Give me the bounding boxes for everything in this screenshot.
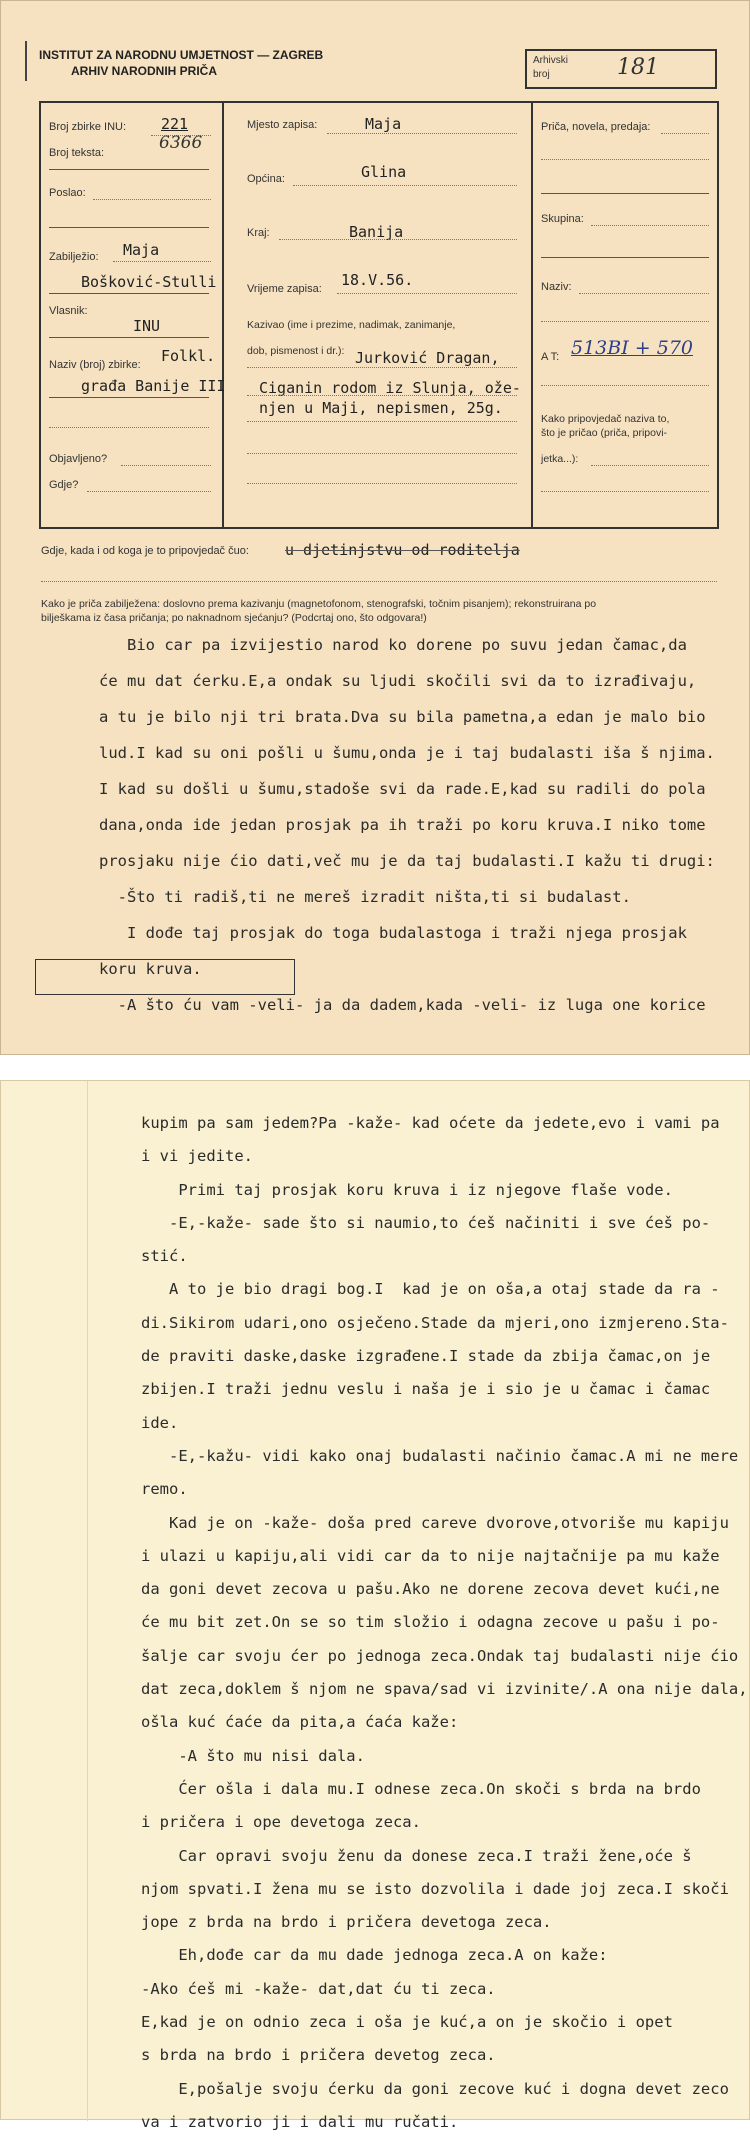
gdje-line: [87, 491, 211, 492]
text-line: jope z brda na brdo i pričera devetoga zeca.: [141, 1913, 552, 1932]
naziv-line-2: [541, 321, 709, 322]
text-line: I kad su došli u šumu,stadoše svi da rade.E,kad su radili do pola: [71, 780, 706, 798]
zabiljezio-label: Zabilježio:: [49, 251, 99, 263]
gdje-kada-line: [41, 581, 717, 582]
kazivao-value-3: njen u Maji, nepismen, 25g.: [259, 399, 503, 417]
text-line: ošla kuć ćaće da pita,a ćaća kaže:: [141, 1713, 459, 1732]
mjesto-label: Mjesto zapisa:: [247, 119, 318, 131]
text-line: A to je bio dragi bog.I kad je on ošа,a otaj stade da ra -: [141, 1280, 720, 1299]
vrijeme-line: [337, 293, 517, 294]
text-line: zbijen.I traži jednu veslu i naša je i sio je u čamac i čamac: [141, 1380, 711, 1399]
text-line: dana,onda ide jedan prosjak pa ih traži po koru kruva.I niko tome: [71, 816, 706, 834]
mjesto-line: [327, 133, 517, 134]
text-line: Ćer ošla i dala mu.I odnese zeca.On skoči s brda na brdo: [141, 1779, 701, 1798]
left-rule-3: [49, 293, 209, 294]
kazivao-label-1: Kazivao (ime i prezime, nadimak, zanimanje,: [247, 319, 456, 331]
archive-label-2: broj: [533, 69, 550, 80]
text-line: da goni devet zecova u pašu.Ako ne dorene zecova devet kući,ne: [141, 1580, 720, 1599]
naziv-label: Naziv:: [541, 281, 572, 293]
text-line: s brda na brdo i pričera devetog zeca.: [141, 2046, 496, 2065]
text-line: Kad je on -kaže- doša pred careve dvorove,otvoriše mu kapiju: [141, 1513, 729, 1532]
at-label: A T:: [541, 351, 560, 363]
text-line: i vi jedite.: [141, 1147, 253, 1166]
kazivao-line-2: [247, 395, 517, 396]
kako-zabiljezena-line-1: Kako je priča zabilježena: doslovno prema kazivanju (magnetofonom, stenografski, točnim pisanjem); rekonstruirana po: [41, 598, 597, 610]
text-line: Eh,dođe car da mu dade jednoga zeca.A on kaže:: [141, 1946, 608, 1965]
text-line: va i zatvorio ji i dali mu ručati.: [141, 2112, 459, 2131]
kraj-line: [279, 239, 517, 240]
zabiljezio-value-2: Bošković-Stulli: [81, 273, 217, 291]
archive-label-1: Arhivski: [533, 55, 569, 66]
text-line: njom spvati.I žena mu se isto dozvolila i dade joj zeca.I skoči: [141, 1879, 729, 1898]
prica-line: [661, 133, 709, 134]
skupina-line: [591, 225, 709, 226]
kako-line: [591, 465, 709, 466]
naziv-line: [579, 293, 709, 294]
objavljeno-label: Objavljeno?: [49, 453, 108, 465]
zabiljezio-line: [113, 261, 211, 262]
left-rule-1: [49, 169, 209, 170]
inu-label: Broj zbirke INU:: [49, 121, 127, 133]
text-line: Car opravi svoju ženu da donese zeca.I traži žene,oće š: [141, 1846, 692, 1865]
text-line: Bio car pa izvijestio narod ko dorene po suvu jedan čamac,da: [71, 636, 687, 654]
kraj-label: Kraj:: [247, 227, 270, 239]
prica-line-2: [541, 159, 709, 160]
text-line: šalje car svoju ćer po jednoga zeca.Ondak taj budalasti nije ćio: [141, 1646, 739, 1665]
text-line: ide.: [141, 1413, 179, 1432]
text-label: Broj teksta:: [49, 147, 105, 159]
naziv-zbirke-value-1: Folkl.: [161, 347, 216, 365]
text-line: će mu bit zet.On se so tim složio i odagna zecove u pašu i po-: [141, 1613, 720, 1632]
text-line: -Ako ćeš mi -kaže- dat,dat ću ti zeca.: [141, 1979, 496, 1998]
archive-number: 181: [617, 55, 659, 80]
text-line: E,kad je on odnio zeca i oša je kuć,a on je skočio i opet: [141, 2013, 673, 2032]
text-line: di.Sikirom udari,ono osječeno.Stade da mjeri,ono izmjereno.Sta-: [141, 1313, 729, 1332]
text-line: I dođe taj prosjak do toga budalastoga i traži njega prosjak: [71, 924, 687, 942]
opcina-line: [293, 185, 517, 186]
skupina-label: Skupina:: [541, 213, 584, 225]
margin-mark: [25, 41, 29, 81]
grid-divider-1: [222, 101, 224, 529]
kako-label-2: što je pričao (priča, pripovi-: [541, 427, 668, 439]
text-line: dat zeca,doklem š njom ne spava/sad vi izvinite/.A ona nije dala,: [141, 1680, 748, 1699]
left-rule-5: [49, 397, 209, 398]
prica-label: Priča, novela, predaja:: [541, 121, 651, 133]
vlasnik-value: INU: [133, 317, 161, 335]
text-line: će mu dat ćerku.E,a ondak su ljudi skočili svi da to izrađivaju,: [71, 672, 697, 690]
kazivao-value-1: Jurković Dragan,: [355, 349, 500, 367]
text-line: koru kruva.: [71, 960, 202, 978]
kako-label-3: jetka...):: [541, 453, 579, 465]
inu-value: 221: [161, 115, 189, 133]
naziv-zbirke-value-2: građa Banije III: [81, 377, 226, 395]
kazivao-line-5: [247, 483, 517, 484]
kazivao-line-1: [247, 367, 517, 368]
at-value: 513BI + 570: [571, 337, 693, 359]
archive-number-box: [525, 49, 717, 89]
kako-line-2: [541, 491, 709, 492]
text-line: -E,-kaže- sade što si naumio,to ćeš načiniti i sve ćeš po-: [141, 1213, 711, 1232]
blank-stamp-box: [35, 959, 295, 995]
kazivao-label-2: dob, pismenost i dr.):: [247, 345, 345, 357]
kako-label-1: Kako pripovjedač naziva to,: [541, 413, 670, 425]
gdje-kada-value: u djetinjstvu od roditelja: [285, 541, 520, 559]
left-rule-4: [49, 337, 209, 338]
grid-divider-2: [531, 101, 533, 529]
gdje-kada-label: Gdje, kada i od koga je to pripovjedač čuo:: [41, 545, 249, 557]
right-rule-2: [541, 257, 709, 258]
naziv-zbirke-label: Naziv (broj) zbirke:: [49, 359, 141, 371]
kako-zabiljezena-line-2: bilješkama iz časa pričanja; po naknadnom sjećanju? (Podcrtaj ono, što odgovara!): [41, 612, 427, 624]
vlasnik-label: Vlasnik:: [49, 305, 88, 317]
objavljeno-line: [121, 465, 211, 466]
text-value: 6366: [159, 133, 203, 153]
text-line: Primi taj prosjak koru kruva i iz njegove flaše vode.: [141, 1180, 673, 1199]
text-line: remo.: [141, 1480, 188, 1499]
zabiljezio-value-1: Maja: [123, 241, 160, 259]
kraj-value: Banija: [349, 223, 404, 241]
posiao-line: [93, 199, 211, 200]
text-line: i pričera i ope devetoga zeca.: [141, 1813, 421, 1832]
mjesto-value: Maja: [365, 115, 402, 133]
kazivao-line-4: [247, 453, 517, 454]
text-line: de praviti daske,daske izgrađene.I stade da zbija čamac,on je: [141, 1347, 711, 1366]
right-rule-1: [541, 193, 709, 194]
kazivao-value-2: Ciganin rodom iz Slunja, ože-: [259, 379, 521, 397]
text-line: -E,-kažu- vidi kako onaj budalasti načinio čamac.A mi ne mere: [141, 1446, 739, 1465]
text-line: -A što ću vam -veli- ja da dadem,kada -veli- iz luga one korice: [71, 996, 706, 1014]
text-line: stić.: [141, 1247, 188, 1266]
left-dot-6: [49, 427, 209, 428]
text-line: a tu je bilo nji tri brata.Dva su bila pametna,a edan je malo bio: [71, 708, 706, 726]
archive-title: ARHIV NARODNIH PRIČA: [71, 64, 218, 78]
vrijeme-value: 18.V.56.: [341, 271, 414, 289]
kako-zabiljezena-note: [41, 597, 721, 625]
text-line: i ulazi u kapiju,ali vidi car da to nije najtačnije pa mu kaže: [141, 1546, 720, 1565]
text-line: prosjaku nije ćio dati,več mu je da taj budalasti.I kažu ti drugi:: [71, 852, 715, 870]
text-line: -Što ti radiš,ti ne mereš izradit ništa,ti si budalast.: [71, 888, 631, 906]
at-line: [541, 385, 709, 386]
text-line: lud.I kad su oni pošli u šumu,onda je i taj budalasti išа š njima.: [71, 744, 715, 762]
opcina-value: Glina: [361, 163, 407, 181]
text-line: kupim pa sam jedem?Pa -kaže- kad oćete da jedete,evo i vami pa: [141, 1114, 720, 1132]
text-line: E,pošalje svoju ćerku da goni zecove kuć i dogna devet zeco: [141, 2079, 729, 2098]
vrijeme-label: Vrijeme zapisa:: [247, 283, 322, 295]
gdje-label: Gdje?: [49, 479, 79, 491]
opcina-label: Općina:: [247, 173, 285, 185]
institute-title: INSTITUT ZA NARODNU UMJETNOST — ZAGREB: [39, 48, 324, 62]
text-line: -A što mu nisi dala.: [141, 1746, 365, 1765]
left-rule-2: [49, 227, 209, 228]
index-card-page-1: [0, 0, 750, 1055]
typescript-page-2: [0, 1080, 750, 2131]
kazivao-line-3: [247, 421, 517, 422]
story-text-page-2: [1, 1107, 749, 2139]
posiao-label: Poslao:: [49, 187, 86, 199]
